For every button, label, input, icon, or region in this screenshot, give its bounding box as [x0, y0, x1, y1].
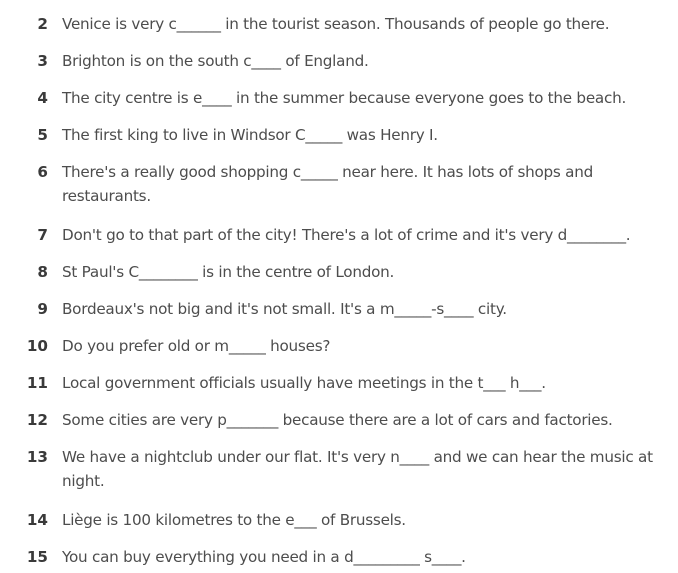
item-number: 3 — [37, 52, 48, 70]
item-sentence: Don't go to that part of the city! There's a lot of crime and it's very d________. — [62, 226, 631, 244]
item-sentence: Local government officials usually have meetings in the t___ h___. — [62, 374, 546, 392]
item-number: 9 — [37, 300, 48, 318]
item-sentence: The first king to live in Windsor C_____ was Henry I. — [62, 126, 438, 144]
item-number: 14 — [26, 511, 48, 529]
item-number: 4 — [37, 89, 48, 107]
item-sentence: Some cities are very p_______ because there are a lot of cars and factories. — [62, 411, 613, 429]
item-number: 7 — [37, 226, 48, 244]
item-sentence: You can buy everything you need in a d_________ s____. — [62, 548, 466, 566]
item-number: 15 — [26, 548, 48, 566]
item-number: 5 — [37, 126, 48, 144]
item-sentence: There's a really good shopping c_____ near here. It has lots of shops and restaurants. — [62, 163, 593, 205]
cropped-previous-line — [0, 0, 678, 4]
item-number: 10 — [26, 337, 48, 355]
item-sentence: Bordeaux's not big and it's not small. It's a m_____-s____ city. — [62, 300, 507, 318]
item-number: 11 — [26, 374, 48, 392]
item-number: 12 — [26, 411, 48, 429]
item-number: 8 — [37, 263, 48, 281]
item-sentence: Liège is 100 kilometres to the e___ of Brussels. — [62, 511, 406, 529]
item-sentence: St Paul's C________ is in the centre of London. — [62, 263, 395, 281]
item-sentence: Brighton is on the south c____ of England. — [62, 52, 369, 70]
item-sentence: Venice is very c______ in the tourist season. Thousands of people go there. — [62, 15, 610, 33]
item-number: 6 — [37, 163, 48, 181]
item-number: 13 — [26, 448, 48, 466]
item-number: 2 — [37, 15, 48, 33]
item-sentence: Do you prefer old or m_____ houses? — [62, 337, 331, 355]
item-sentence: We have a nightclub under our flat. It's very n____ and we can hear the music at night. — [62, 448, 653, 490]
item-sentence: The city centre is e____ in the summer because everyone goes to the beach. — [62, 89, 627, 107]
